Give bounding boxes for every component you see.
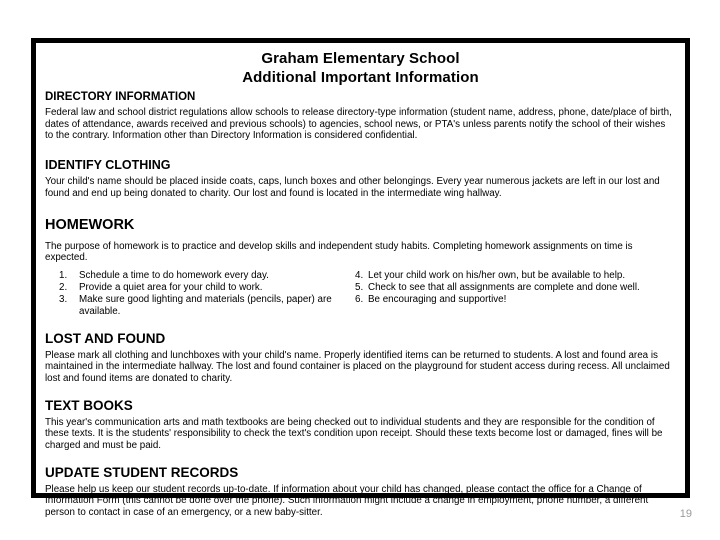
list-item-number: 6. bbox=[355, 293, 364, 305]
list-item-text: Provide a quiet area for your child to work. bbox=[79, 281, 263, 293]
homework-tips-list bbox=[45, 270, 676, 318]
list-item-text: Let your child work on his/her own, but be available to help. bbox=[368, 269, 626, 281]
section-homework bbox=[45, 216, 676, 318]
homework-tips-column-left bbox=[45, 270, 355, 318]
heading-lost-and-found: LOST AND FOUND bbox=[45, 330, 166, 346]
list-item-text: Make sure good lighting and materials (pencils, paper) are available. bbox=[79, 293, 332, 317]
body-lost-and-found: Please mark all clothing and lunchboxes with your child's name. Properly identified items can be returned to students. A lost and found area is maintained in the intermediate hallway. The lost and found container is placed on the playground for student access during recess. All unclaimed lost and found items are donated to charity. bbox=[45, 349, 670, 384]
section-text-books bbox=[45, 397, 676, 452]
list-item-number: 1. bbox=[59, 269, 68, 281]
list-item-text: Schedule a time to do homework every day. bbox=[79, 269, 269, 281]
body-homework: The purpose of homework is to practice and develop skills and independent study habits. Completing homework assignments on time is expected. bbox=[45, 240, 633, 264]
body-directory-information: Federal law and school district regulations allow schools to release directory-type information (student name, address, phone, date/place of birth, dates of attendance, awards received and previous schools) to agencies, school news, or PTA's unless parents notify the school of their wishes to the contrary. Information other than Directory Information is considered confidential. bbox=[45, 107, 672, 142]
homework-tips-column-right bbox=[355, 270, 675, 306]
list-item bbox=[355, 282, 675, 294]
list-item-number: 5. bbox=[355, 281, 364, 293]
list-item bbox=[355, 294, 675, 306]
heading-directory-information: DIRECTORY INFORMATION bbox=[45, 91, 196, 103]
heading-identify-clothing: IDENTIFY CLOTHING bbox=[45, 158, 171, 173]
spacer bbox=[45, 318, 676, 330]
page-number: 19 bbox=[679, 508, 692, 520]
section-directory-information bbox=[45, 90, 676, 142]
list-item-text: Be encouraging and supportive! bbox=[368, 293, 507, 305]
list-item bbox=[53, 282, 355, 294]
spacer bbox=[45, 234, 676, 241]
document-title-line1: Graham Elementary School bbox=[261, 50, 460, 67]
spacer bbox=[45, 385, 676, 397]
heading-text-books: TEXT BOOKS bbox=[45, 397, 133, 413]
list-item-number: 4. bbox=[355, 269, 364, 281]
list-item-number: 3. bbox=[59, 293, 68, 305]
body-identify-clothing: Your child's name should be placed inside coats, caps, lunch boxes and other belongings. Every year numerous jackets are left in our lost and found and end up being donated to charity. Our lost and found is located in the intermediate wing hallway. bbox=[45, 176, 660, 199]
content-frame-inner bbox=[36, 43, 685, 519]
section-update-student-records bbox=[45, 464, 676, 519]
list-item-number: 2. bbox=[59, 281, 68, 293]
heading-update-student-records: UPDATE STUDENT RECORDS bbox=[45, 464, 239, 480]
section-identify-clothing bbox=[45, 158, 676, 199]
document-title-line2: Additional Important Information bbox=[242, 69, 479, 86]
body-update-student-records: Please help us keep our student records up-to-date. If information about your child has changed, please contact the office for a Change of Information Form (this cannot be done over the phone). Such information might include a change in employment, phone number, a different person to contact in case of an emergency, or a new baby-sitter. bbox=[45, 483, 649, 519]
spacer bbox=[45, 200, 676, 216]
heading-homework: HOMEWORK bbox=[45, 216, 135, 233]
body-text-books: This year's communication arts and math textbooks are being checked out to individual students and they are responsible for the condition of these texts. It is the students' responsibility to check the text's condition upon receipt. Should these texts become lost or damaged, fines will be charged and must be paid. bbox=[45, 416, 663, 452]
list-item bbox=[53, 294, 355, 318]
list-item-text: Check to see that all assignments are complete and done well. bbox=[368, 281, 640, 293]
list-item bbox=[53, 270, 355, 282]
section-lost-and-found bbox=[45, 330, 676, 385]
spacer bbox=[45, 142, 676, 158]
spacer bbox=[45, 452, 676, 464]
list-item bbox=[355, 270, 675, 282]
